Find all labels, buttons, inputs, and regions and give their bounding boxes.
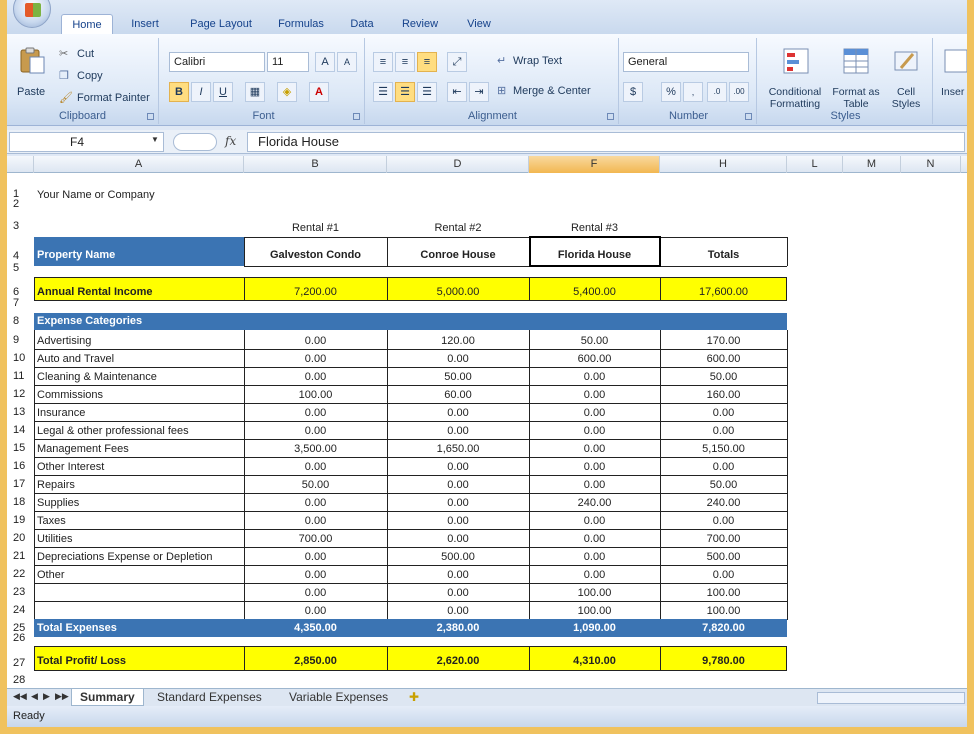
total-expenses-value[interactable]: 4,350.00 — [294, 622, 337, 634]
rental-label[interactable]: Rental #1 — [291, 222, 340, 234]
expense-value[interactable]: 0.00 — [304, 461, 327, 473]
profit-value[interactable]: 2,850.00 — [294, 655, 337, 667]
expense-value[interactable]: 100.00 — [706, 605, 741, 617]
expense-value[interactable]: 60.00 — [444, 389, 472, 401]
wrap-text-label: Wrap Text — [513, 55, 563, 67]
align-left-icon[interactable]: ☰ — [373, 82, 393, 102]
font-name-select[interactable]: Calibri — [169, 52, 265, 72]
profit-value[interactable]: 9,780.00 — [702, 655, 745, 667]
expense-value[interactable]: 0.00 — [447, 569, 469, 581]
row-header[interactable]: 5 — [13, 262, 20, 274]
row-header[interactable]: 24 — [13, 604, 26, 616]
expense-value[interactable]: 0.00 — [583, 569, 606, 581]
italic-icon[interactable]: I — [191, 82, 211, 102]
row-header[interactable]: 13 — [13, 406, 26, 418]
status-bar: Ready — [7, 706, 967, 727]
row-header[interactable]: 1 — [13, 188, 20, 200]
sheet-tab-standard-expenses[interactable]: Standard Expenses — [157, 690, 262, 704]
font-group-label: Font — [252, 110, 275, 122]
format-painter-button[interactable] — [59, 90, 157, 106]
expense-value[interactable]: 0.00 — [447, 587, 469, 599]
row-header[interactable]: 21 — [13, 550, 26, 562]
expense-value[interactable]: 5,150.00 — [702, 443, 745, 455]
row-header[interactable]: 18 — [13, 496, 26, 508]
expense-value[interactable]: 1,650.00 — [436, 443, 480, 455]
income-value[interactable]: 17,600.00 — [699, 286, 748, 298]
profit-value[interactable]: 4,310.00 — [573, 655, 616, 667]
shrink-font-icon[interactable]: A — [337, 52, 357, 72]
copy-icon: ❐ — [59, 70, 69, 82]
expense-value[interactable]: 50.00 — [709, 479, 738, 491]
expense-value[interactable]: 50.00 — [444, 371, 472, 383]
expense-value[interactable]: 0.00 — [712, 515, 735, 527]
number-format-select[interactable]: General — [623, 52, 749, 72]
first-sheet-icon[interactable]: ◀◀ — [13, 691, 27, 701]
total-expenses-value[interactable]: 7,820.00 — [702, 622, 745, 634]
border — [387, 330, 388, 620]
row-header[interactable]: 17 — [13, 478, 26, 490]
font-dialog-launcher[interactable] — [353, 113, 360, 120]
row-header[interactable]: 2 — [13, 198, 20, 210]
underline-icon[interactable]: U — [213, 82, 233, 102]
column-header-h[interactable]: H — [660, 156, 787, 173]
expense-value[interactable]: 100.00 — [577, 605, 612, 617]
merge-center-label: Merge & Center — [513, 85, 591, 97]
tab-review[interactable]: Review — [401, 18, 439, 30]
clipboard-group-label: Clipboard — [58, 110, 107, 122]
expense-value[interactable]: 0.00 — [583, 461, 606, 473]
expense-value[interactable]: 0.00 — [447, 425, 469, 437]
paste-label: Paste — [17, 86, 46, 98]
select-all-corner[interactable] — [7, 156, 34, 173]
decrease-indent-icon[interactable]: ⇤ — [447, 82, 467, 102]
row-header[interactable]: 25 — [13, 622, 26, 634]
expense-value[interactable]: 0.00 — [304, 407, 327, 419]
expense-heading[interactable]: Expense Categories — [37, 315, 143, 327]
expense-value[interactable]: 100.00 — [577, 587, 612, 599]
insert-cells-button[interactable] — [939, 42, 967, 108]
row-header[interactable]: 7 — [13, 297, 20, 309]
expense-value[interactable]: 500.00 — [441, 551, 475, 563]
insert-cells-icon — [941, 46, 967, 76]
tab-page-layout[interactable]: Page Layout — [190, 18, 252, 30]
merge-center-button[interactable] — [497, 84, 615, 100]
row-header[interactable]: 16 — [13, 460, 26, 472]
expense-value[interactable]: 0.00 — [304, 497, 327, 509]
expense-value[interactable]: 700.00 — [706, 533, 741, 545]
format-painter-label: Format Painter — [77, 92, 150, 104]
expense-value[interactable]: 0.00 — [712, 407, 735, 419]
expense-value[interactable]: 0.00 — [583, 515, 606, 527]
format-as-table-label: Format as Table — [832, 86, 880, 110]
conditional-formatting-icon — [781, 46, 811, 76]
merge-icon: ⊞ — [497, 85, 507, 97]
worksheet-grid[interactable] — [7, 156, 967, 688]
expense-value[interactable]: 0.00 — [583, 551, 606, 563]
profit-value[interactable]: 2,620.00 — [436, 655, 480, 667]
copy-button[interactable] — [59, 68, 149, 84]
expense-value[interactable]: 50.00 — [580, 335, 609, 347]
insert-cells-label: Inser — [941, 86, 965, 98]
format-as-table-icon — [841, 46, 871, 76]
column-header-d[interactable]: D — [387, 156, 529, 173]
number-dialog-launcher[interactable] — [745, 113, 752, 120]
styles-group-label: Styles — [830, 110, 861, 122]
expense-value[interactable]: 0.00 — [447, 497, 469, 509]
cell-styles-label: Cell Styles — [891, 86, 921, 110]
alignment-group-label: Alignment — [468, 110, 517, 122]
cell-styles-icon — [891, 46, 921, 76]
expense-value[interactable]: 0.00 — [583, 443, 606, 455]
align-middle-icon[interactable]: ≡ — [395, 52, 415, 72]
column-header-m[interactable]: M — [843, 156, 901, 173]
last-sheet-icon[interactable]: ▶▶ — [55, 691, 69, 701]
expense-value[interactable]: 0.00 — [447, 353, 469, 365]
column-headers — [7, 156, 967, 173]
profit-label[interactable]: Total Profit/ Loss — [37, 655, 127, 667]
align-top-icon[interactable]: ≡ — [373, 52, 393, 72]
expense-value[interactable]: 0.00 — [712, 569, 735, 581]
column-header-f[interactable]: F — [529, 156, 660, 173]
property-header[interactable]: Galveston Condo — [269, 249, 362, 261]
expense-name[interactable] — [34, 602, 244, 620]
rental-label[interactable]: Rental #3 — [570, 222, 619, 234]
next-sheet-icon[interactable]: ▶ — [43, 691, 50, 701]
column-header-b[interactable]: B — [244, 156, 387, 173]
column-header-a[interactable]: A — [34, 156, 244, 173]
cut-button[interactable] — [59, 46, 149, 62]
column-header-n[interactable]: N — [901, 156, 961, 173]
expense-name[interactable]: Utilities — [37, 533, 73, 545]
expense-value[interactable]: 0.00 — [304, 335, 327, 347]
clipboard-dialog-launcher[interactable] — [147, 113, 154, 120]
expense-value[interactable]: 240.00 — [706, 497, 741, 509]
property-header[interactable]: Conroe House — [420, 249, 496, 261]
expense-value[interactable]: 0.00 — [447, 407, 469, 419]
expense-value[interactable]: 600.00 — [577, 353, 612, 365]
expense-name[interactable]: Advertising — [37, 335, 92, 347]
row-header[interactable]: 9 — [13, 334, 20, 346]
expense-value[interactable]: 100.00 — [706, 587, 741, 599]
expense-name[interactable] — [34, 584, 244, 602]
border — [787, 330, 788, 620]
income-label[interactable]: Annual Rental Income — [37, 286, 153, 298]
expense-value[interactable]: 700.00 — [298, 533, 333, 545]
total-expenses-value[interactable]: 1,090.00 — [573, 622, 616, 634]
wrap-text-button[interactable] — [497, 54, 607, 70]
income-value[interactable]: 7,200.00 — [294, 286, 337, 298]
formula-input[interactable]: Florida House — [247, 132, 965, 152]
expense-value[interactable]: 120.00 — [441, 335, 475, 347]
expense-value[interactable]: 0.00 — [447, 605, 469, 617]
scissors-icon: ✂ — [59, 48, 69, 60]
expense-value[interactable]: 0.00 — [304, 515, 327, 527]
ribbon-tab-bar — [7, 0, 967, 34]
expense-value[interactable]: 0.00 — [304, 569, 327, 581]
formula-cancel-enter[interactable] — [173, 133, 217, 151]
conditional-formatting-label: Conditional Formatting — [768, 86, 822, 110]
row-header[interactable]: 27 — [13, 657, 26, 669]
rental-label[interactable]: Rental #2 — [434, 222, 482, 234]
align-bottom-icon[interactable]: ≡ — [417, 52, 437, 72]
expense-name[interactable]: Repairs — [37, 479, 75, 491]
expense-value[interactable]: 0.00 — [447, 461, 469, 473]
expense-value[interactable]: 170.00 — [706, 335, 741, 347]
row-header[interactable]: 11 — [13, 370, 25, 382]
font-group — [163, 38, 365, 124]
expense-value[interactable]: 0.00 — [447, 533, 469, 545]
borders-icon[interactable]: ▦ — [245, 82, 265, 102]
border — [660, 330, 661, 620]
paste-icon — [17, 46, 47, 76]
name-box[interactable]: F4 — [9, 132, 164, 152]
expense-value[interactable]: 240.00 — [577, 497, 612, 509]
income-value[interactable]: 5,400.00 — [573, 286, 616, 298]
font-size-select[interactable]: 11 — [267, 52, 309, 72]
expense-value[interactable]: 0.00 — [583, 407, 606, 419]
office-logo-icon — [25, 3, 41, 17]
border — [244, 266, 787, 267]
expense-value[interactable]: 50.00 — [301, 479, 330, 491]
percent-icon[interactable]: % — [661, 82, 681, 102]
comma-style-icon[interactable]: , — [683, 82, 703, 102]
row-header[interactable]: 15 — [13, 442, 26, 454]
expense-value[interactable]: 0.00 — [447, 479, 469, 491]
expense-name[interactable]: Legal & other professional fees — [37, 425, 189, 437]
border — [529, 330, 530, 620]
prev-sheet-icon[interactable]: ◀ — [31, 691, 38, 701]
income-value[interactable]: 5,000.00 — [436, 286, 480, 298]
decrease-decimal-icon[interactable]: .00 — [729, 82, 749, 102]
grow-font-icon[interactable]: A — [315, 52, 335, 72]
tab-view[interactable]: View — [467, 18, 491, 30]
paste-button[interactable] — [13, 42, 51, 108]
row-header[interactable]: 20 — [13, 532, 26, 544]
expense-value[interactable]: 0.00 — [304, 605, 327, 617]
alignment-group — [367, 38, 619, 124]
insert-sheet-icon[interactable]: ✚ — [409, 690, 420, 704]
expense-name[interactable]: Management Fees — [37, 443, 129, 455]
excel-window — [7, 0, 967, 727]
formula-bar — [7, 130, 967, 154]
row-header[interactable]: 10 — [13, 352, 26, 364]
expense-value[interactable]: 160.00 — [706, 389, 741, 401]
expense-name[interactable]: Commissions — [37, 389, 104, 401]
alignment-dialog-launcher[interactable] — [607, 113, 614, 120]
styles-group — [759, 38, 933, 124]
cells-group — [935, 38, 967, 124]
totals-header[interactable]: Totals — [707, 249, 740, 261]
row-header[interactable]: 6 — [13, 286, 20, 298]
border — [34, 330, 35, 620]
expense-value[interactable]: 500.00 — [706, 551, 741, 563]
expense-name[interactable]: Auto and Travel — [37, 353, 115, 365]
property-header[interactable]: Florida House — [557, 249, 632, 261]
border — [244, 237, 245, 266]
row-header[interactable]: 26 — [13, 632, 26, 644]
expense-value[interactable]: 3,500.00 — [294, 443, 337, 455]
expense-value[interactable]: 0.00 — [583, 479, 606, 491]
sheet-tab-bar — [7, 688, 967, 706]
increase-indent-icon[interactable]: ⇥ — [469, 82, 489, 102]
company-name[interactable]: Your Name or Company — [37, 189, 155, 201]
row-header[interactable]: 8 — [13, 315, 20, 327]
tab-home[interactable]: Home — [61, 14, 113, 34]
number-group-label: Number — [668, 110, 709, 122]
border — [244, 237, 787, 238]
copy-label: Copy — [77, 70, 103, 82]
expense-value[interactable]: 0.00 — [583, 425, 606, 437]
orientation-icon[interactable]: ⤢ — [447, 52, 467, 72]
row-header[interactable]: 3 — [13, 220, 20, 232]
ribbon — [7, 34, 967, 126]
expense-value[interactable]: 0.00 — [712, 425, 735, 437]
expense-value[interactable]: 0.00 — [304, 587, 327, 599]
total-expenses-label[interactable]: Total Expenses — [37, 622, 117, 634]
wrap-text-icon: ↵ — [497, 55, 507, 67]
sheet-tab-variable-expenses[interactable]: Variable Expenses — [289, 690, 389, 704]
conditional-formatting-button[interactable] — [763, 42, 827, 108]
row-header[interactable]: 14 — [13, 424, 26, 436]
property-name-label[interactable]: Property Name — [37, 249, 116, 261]
row-header[interactable]: 23 — [13, 586, 26, 598]
font-color-icon[interactable]: A — [309, 82, 329, 102]
expense-name[interactable]: Depreciations Expense or Depletion — [37, 551, 213, 563]
expense-value[interactable]: 600.00 — [706, 353, 741, 365]
expense-value[interactable]: 0.00 — [304, 353, 327, 365]
expense-value[interactable]: 0.00 — [583, 371, 606, 383]
expense-value[interactable]: 0.00 — [712, 461, 735, 473]
row-header[interactable]: 22 — [13, 568, 26, 580]
expense-value[interactable]: 0.00 — [304, 551, 327, 563]
clipboard-group — [7, 38, 159, 124]
sheet-tab-summary[interactable]: Summary — [71, 689, 144, 706]
name-box-dropdown-icon[interactable]: ▼ — [151, 135, 159, 144]
horizontal-scrollbar[interactable] — [817, 692, 965, 704]
number-group — [621, 38, 757, 124]
expense-value[interactable]: 0.00 — [447, 515, 469, 527]
currency-icon[interactable]: $ — [623, 82, 643, 102]
expense-value[interactable]: 0.00 — [583, 533, 606, 545]
expense-name[interactable]: Other Interest — [37, 461, 105, 473]
tab-insert[interactable]: Insert — [131, 18, 159, 30]
increase-decimal-icon[interactable]: .0 — [707, 82, 727, 102]
cut-label: Cut — [77, 48, 95, 60]
row-header[interactable]: 12 — [13, 388, 26, 400]
align-right-icon[interactable]: ☰ — [417, 82, 437, 102]
expense-name[interactable]: Taxes — [37, 515, 66, 527]
expense-value[interactable]: 0.00 — [304, 371, 327, 383]
brush-icon: 🖌 — [59, 92, 73, 104]
insert-function-icon[interactable]: fx — [225, 134, 237, 148]
expense-name[interactable]: Cleaning & Maintenance — [37, 371, 157, 383]
expense-value[interactable]: 0.00 — [304, 425, 327, 437]
row-header[interactable]: 28 — [13, 674, 26, 686]
align-center-icon[interactable]: ☰ — [395, 82, 415, 102]
row-header[interactable]: 19 — [13, 514, 26, 526]
cell-styles-button[interactable] — [883, 42, 929, 108]
border — [244, 330, 245, 620]
expense-value[interactable]: 50.00 — [709, 371, 738, 383]
border — [387, 237, 388, 266]
expense-name[interactable]: Supplies — [37, 497, 80, 509]
selected-cell-f4[interactable] — [529, 236, 661, 267]
border — [787, 237, 788, 266]
office-button[interactable] — [13, 0, 51, 28]
tab-data[interactable]: Data — [350, 18, 374, 30]
expense-value[interactable]: 100.00 — [298, 389, 333, 401]
expense-name[interactable]: Other — [37, 569, 65, 581]
expense-name[interactable]: Insurance — [37, 407, 86, 419]
column-header-l[interactable]: L — [787, 156, 843, 173]
tab-formulas[interactable]: Formulas — [278, 18, 324, 30]
format-as-table-button[interactable] — [831, 42, 881, 108]
expense-value[interactable]: 0.00 — [583, 389, 606, 401]
bold-icon[interactable]: B — [169, 82, 189, 102]
total-expenses-value[interactable]: 2,380.00 — [436, 622, 480, 634]
row-header[interactable]: 4 — [13, 250, 20, 262]
fill-color-icon[interactable]: ◈ — [277, 82, 297, 102]
